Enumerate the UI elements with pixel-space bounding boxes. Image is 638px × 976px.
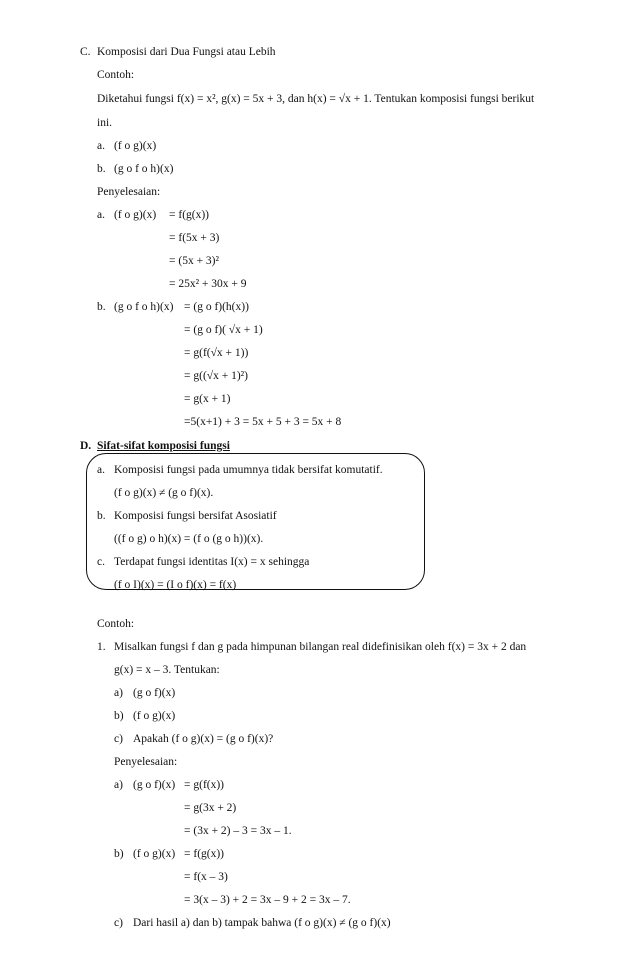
ex-solution-a-step: = (3x + 2) – 3 = 3x – 1. [184,825,292,837]
solution-b-lhs: (g o f o h)(x) [114,301,174,313]
ex-solution-a-step: = g(3x + 2) [184,802,237,814]
property-title: Terdapat fungsi identitas I(x) = x sehingga [114,556,310,568]
section-c-penyelesaian: Penyelesaian: [97,186,161,198]
solution-a-step: = f(5x + 3) [169,232,220,244]
property-formula: ((f o g) o h)(x) = (f o (g o h))(x). [114,533,264,545]
solution-b-step: = g(x + 1) [184,393,231,405]
example-penyelesaian: Penyelesaian: [114,756,178,768]
ex-solution-a-label: a) [114,779,123,791]
section-c-item-text: (f o g)(x) [114,140,157,152]
section-d-letter: D. [80,440,92,452]
ex-solution-c-label: c) [114,917,123,929]
section-c-contoh: Contoh: [97,69,135,81]
section-c-letter: C. [80,46,91,58]
property-label: c. [97,556,105,568]
ex-solution-b-step: = 3(x – 3) + 2 = 3x – 9 + 2 = 3x – 7. [184,894,351,906]
solution-b-label: b. [97,301,106,313]
property-formula: (f o I)(x) = (I o f)(x) = f(x) [114,579,237,591]
ex-solution-b-step: = f(g(x)) [184,848,225,860]
section-c-item-text: (g o f o h)(x) [114,163,174,175]
solution-a-lhs: (f o g)(x) [114,209,157,221]
ex-solution-a-lhs: (g o f)(x) [133,779,176,791]
example-item-text: (g o f)(x) [133,687,176,699]
section-c-problem-line2: ini. [97,117,113,129]
ex-solution-b-label: b) [114,848,124,860]
solution-b-step: = (g o f)(h(x)) [184,301,249,313]
property-label: b. [97,510,106,522]
property-title: Komposisi fungsi pada umumnya tidak bersifat komutatif. [114,464,383,476]
section-d-contoh: Contoh: [97,618,135,630]
property-formula: (f o g)(x) ≠ (g o f)(x). [114,487,214,499]
example-number: 1. [97,641,106,653]
section-c-heading: Komposisi dari Dua Fungsi atau Lebih [97,46,276,58]
solution-a-step: = f(g(x)) [169,209,210,221]
ex-solution-c-text: Dari hasil a) dan b) tampak bahwa (f o g)(x) ≠ (g o f)(x) [133,917,391,929]
property-title: Komposisi fungsi bersifat Asosiatif [114,510,277,522]
ex-solution-a-step: = g(f(x)) [184,779,225,791]
example-item-text: Apakah (f o g)(x) = (g o f)(x)? [133,733,274,745]
section-c-item-label: a. [97,140,105,152]
property-label: a. [97,464,105,476]
example-item-text: (f o g)(x) [133,710,176,722]
solution-a-step: = 25x² + 30x + 9 [169,278,247,290]
solution-b-step: =5(x+1) + 3 = 5x + 5 + 3 = 5x + 8 [184,416,342,428]
section-c-item-label: b. [97,163,106,175]
section-d-heading: Sifat-sifat komposisi fungsi [97,440,230,452]
example-line1: Misalkan fungsi f dan g pada himpunan bilangan real didefinisikan oleh f(x) = 3x + 2 dan [114,641,527,653]
example-item-label: b) [114,710,124,722]
solution-a-step: = (5x + 3)² [169,255,219,267]
ex-solution-b-step: = f(x – 3) [184,871,228,883]
solution-b-step: = g(f(√x + 1)) [184,347,249,359]
solution-a-label: a. [97,209,105,221]
example-item-label: c) [114,733,123,745]
ex-solution-b-lhs: (f o g)(x) [133,848,176,860]
solution-b-step: = g((√x + 1)²) [184,370,248,382]
section-c-problem-line1: Diketahui fungsi f(x) = x², g(x) = 5x + 3, dan h(x) = √x + 1. Tentukan komposisi fungsi berikut [97,93,535,105]
example-item-label: a) [114,687,123,699]
example-line2: g(x) = x – 3. Tentukan: [114,664,220,676]
solution-b-step: = (g o f)( √x + 1) [184,324,263,336]
